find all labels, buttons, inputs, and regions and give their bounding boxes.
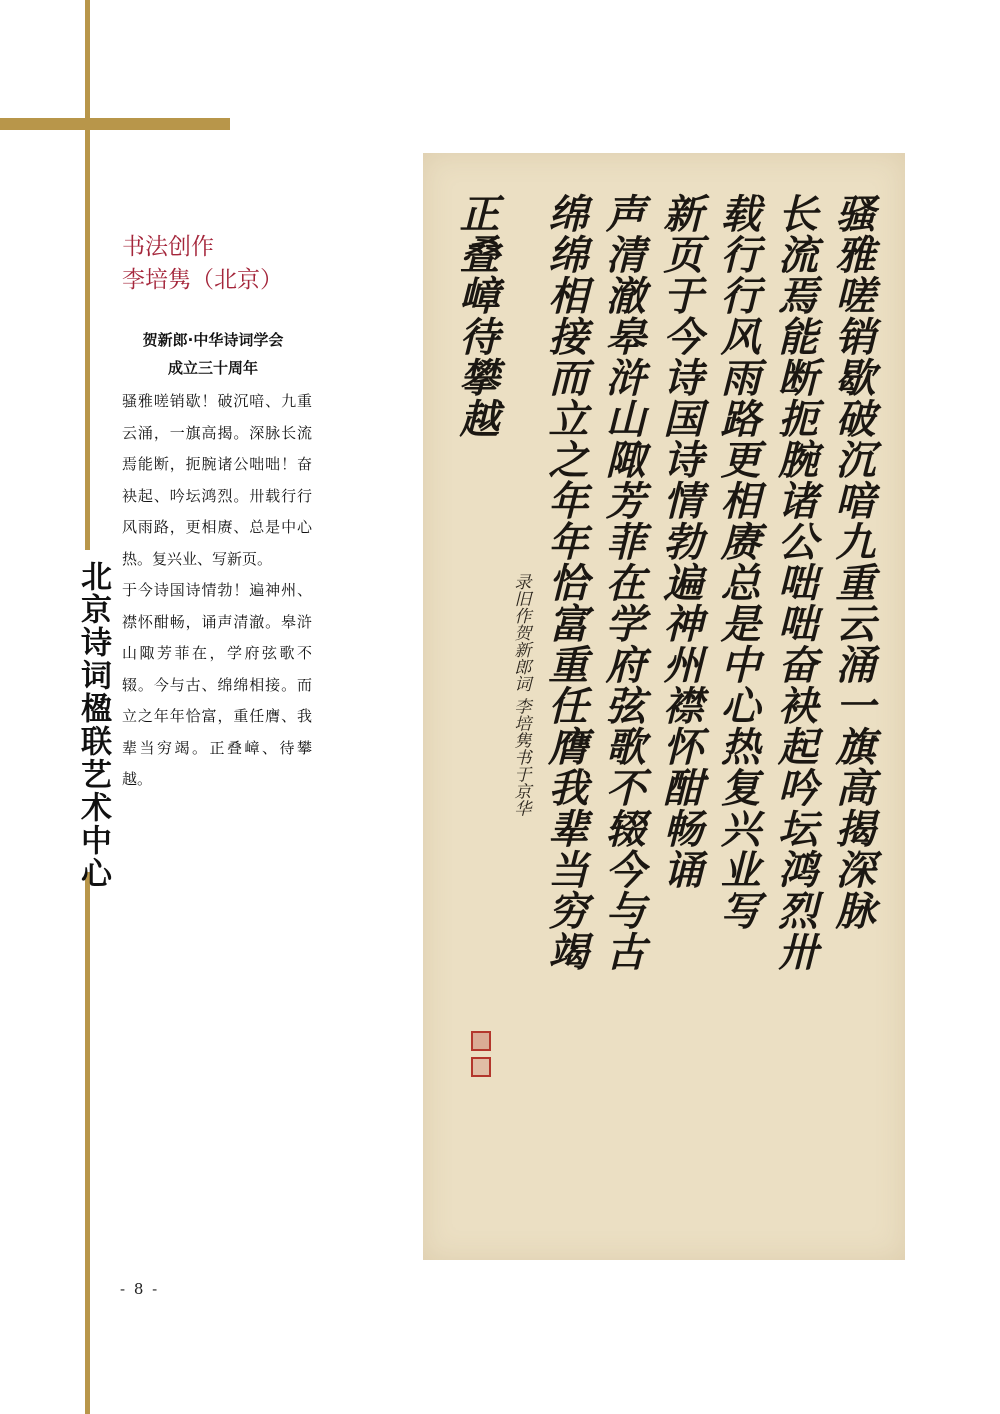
author-name: 李培隽（北京） xyxy=(122,267,283,293)
calligraphy-artwork xyxy=(423,153,905,1260)
gold-horizontal-rule xyxy=(0,118,230,130)
calligraphy-column-7: 正叠嶂待攀越 xyxy=(453,193,500,439)
calligraphy-column-6: 绵绵相接而立之年年恰富重任膺我辈当穷竭 xyxy=(541,193,589,972)
sidebar-vertical-title: 北京诗词楹联艺术中心 xyxy=(75,560,111,890)
page-number: - 8 - xyxy=(120,1280,160,1298)
calligraphy-column-4: 新页于今诗国诗情勃遍神州襟怀酣畅诵 xyxy=(656,193,704,890)
calligraphy-column-2: 长流焉能断扼腕诸公咄咄奋袂起吟坛鸿烈卅 xyxy=(771,193,819,972)
calligraphy-signature: 录旧作贺新郎词 李培隽书于京华 xyxy=(510,573,531,817)
gold-vertical-rule-top xyxy=(85,0,90,550)
poem-stanza-2: 于今诗国诗情勃！遍神州、襟怀酣畅，诵声清澈。皋浒山陬芳菲在，学府弦歌不辍。今与古、绵绵相接。而立之年年恰富，重任膺、我辈当穷竭。正叠嶂、待攀越。 xyxy=(122,581,312,788)
gold-vertical-rule-bottom xyxy=(85,872,90,1414)
calligraphy-column-1: 骚雅嗟销歇破沉喑九重云涌一旗高揭深脉 xyxy=(828,193,876,931)
poem-stanza-1: 骚雅嗟销歇！破沉喑、九重云涌，一旗高揭。深脉长流焉能断，扼腕诸公咄咄！奋袂起、吟坛鸿烈。卅载行行风雨路，更相赓、总是中心热。复兴业、写新页。 xyxy=(122,392,312,568)
section-heading xyxy=(122,231,283,297)
poem-body xyxy=(122,386,312,796)
calligraphy-column-3: 载行行风雨路更相赓总是中心热复兴业写 xyxy=(714,193,762,931)
poem-title xyxy=(118,326,308,382)
calligraphy-columns xyxy=(453,193,875,1200)
section-name: 书法创作 xyxy=(122,234,214,260)
calligraphy-column-5: 声清澈皋浒山陬芳菲在学府弦歌不辍今与古 xyxy=(599,193,647,972)
poem-title-line2: 成立三十周年 xyxy=(167,359,258,377)
red-seal-icon xyxy=(471,1031,491,1051)
poem-title-line1: 贺新郎·中华诗词学会 xyxy=(142,331,284,349)
red-seal-icon-secondary xyxy=(471,1057,491,1077)
